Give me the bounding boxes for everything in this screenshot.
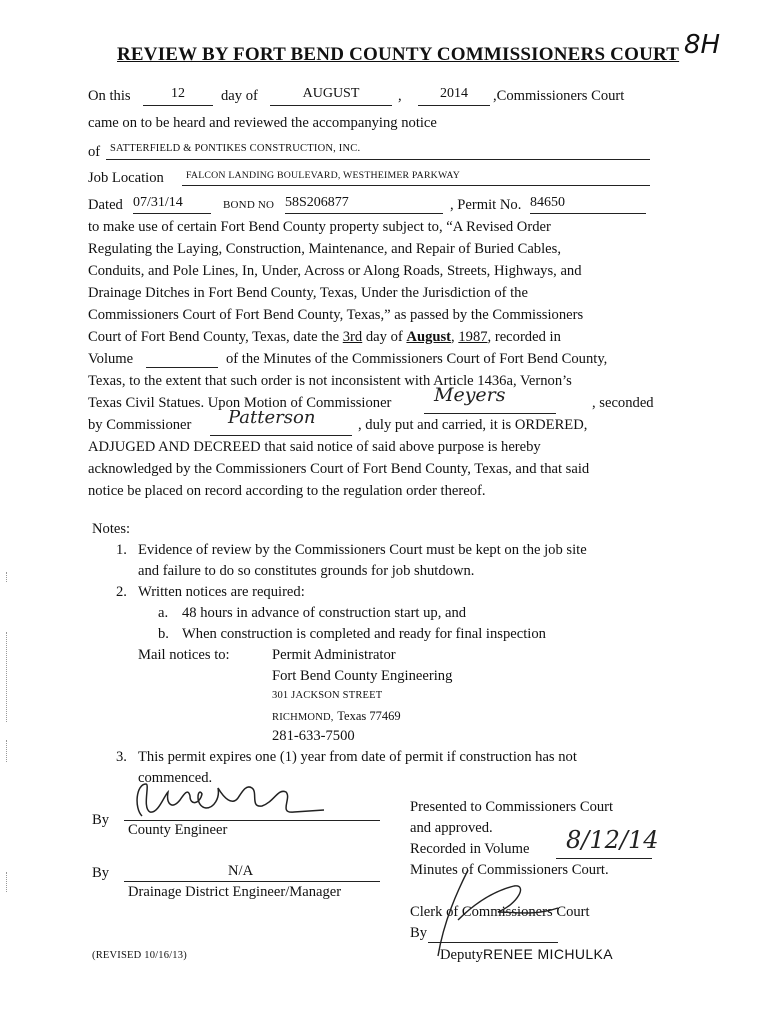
second-text: by Commissioner <box>88 417 192 433</box>
margin-mark <box>6 740 8 762</box>
by-label: By <box>92 865 110 881</box>
note-number: 1. <box>116 542 127 558</box>
revised-date: (REVISED 10/16/13) <box>92 950 187 961</box>
bond-field: 58S206877 <box>285 195 443 214</box>
body-line: acknowledged by the Commissioners Court of Fort Bend County, Texas, and that said <box>88 461 590 477</box>
year-field: 2014 <box>418 86 490 106</box>
order-month: August <box>406 329 452 345</box>
body-line: ADJUGED AND DECREED that said notice of said above purpose is hereby <box>88 439 541 455</box>
note-number: 3. <box>116 749 127 765</box>
permit-field: 84650 <box>530 195 646 214</box>
margin-mark <box>6 872 8 892</box>
deputy-signature <box>418 860 568 960</box>
address-line: 301 JACKSON STREET <box>272 690 383 701</box>
body-line: Conduits, and Pole Lines, In, Under, Across or Along Roads, Streets, Highways, and <box>88 263 582 279</box>
document-title: REVIEW BY FORT BEND COUNTY COMMISSIONERS COURT <box>117 44 680 65</box>
texas-line: Texas, to the extent that such order is not inconsistent with Article 1436a, Vernon’s <box>88 373 572 389</box>
by-label: By <box>410 925 428 941</box>
reviewed-line: came on to be heard and reviewed the accompanying notice <box>88 115 437 131</box>
margin-mark <box>6 632 8 722</box>
not-applicable: N/A <box>228 863 254 879</box>
commissioners-court-label: ,Commissioners Court <box>493 88 625 104</box>
order-comma: , <box>451 329 455 345</box>
presented-text: Presented to Commissioners Court <box>410 799 614 815</box>
recorded-date: 8/12/14 <box>566 826 659 854</box>
note-letter: b. <box>158 626 169 642</box>
permit-label: , Permit No. <box>450 197 522 213</box>
deputy-name: RENEE MICHULKA <box>482 946 614 962</box>
order-day: 3rd <box>342 329 363 345</box>
body-line: notice be placed on record according to the regulation order thereof. <box>88 483 486 499</box>
approved-text: and approved. <box>410 820 493 836</box>
note-1-line-2: and failure to do so constitutes grounds for job shutdown. <box>138 563 475 579</box>
note-2a: 48 hours in advance of construction start up, and <box>182 605 467 621</box>
address-state: Texas 77469 <box>337 709 401 723</box>
corner-handwritten-mark: 8H <box>684 30 721 60</box>
address-line: Permit Administrator <box>272 647 396 663</box>
order-date-text: Court of Fort Bend County, Texas, date the <box>88 329 340 345</box>
bond-label: BOND NO <box>223 199 275 211</box>
note-3-line-1: This permit expires one (1) year from date of permit if construction has not <box>138 749 577 765</box>
body-line: to make use of certain Fort Bend County property subject to, “A Revised Order <box>88 219 551 235</box>
mail-notices-label: Mail notices to: <box>138 647 230 663</box>
clerk-text: Clerk of Commissioners Court <box>410 904 590 920</box>
second-signature: Patterson <box>228 407 316 428</box>
dated-field: 07/31/14 <box>133 195 211 214</box>
company-field: SATTERFIELD & PONTIKES CONSTRUCTION, INC. <box>106 143 650 160</box>
drainage-engineer-label: Drainage District Engineer/Manager <box>128 884 342 900</box>
motion-text: Texas Civil Statues. Upon Motion of Commissioner <box>88 395 392 411</box>
seconded-text: , seconded <box>592 395 654 411</box>
on-this-label: On this <box>88 88 131 104</box>
note-letter: a. <box>158 605 169 621</box>
day-of-label: day of <box>221 88 258 104</box>
order-year: 1987 <box>458 329 488 345</box>
address-city: RICHMOND, <box>272 712 334 723</box>
of-label: of <box>88 144 101 160</box>
note-1-line-1: Evidence of review by the Commissioners Court must be kept on the job site <box>138 542 587 558</box>
order-day-of: day of <box>365 329 403 345</box>
recorded-in-text: , recorded in <box>487 329 561 345</box>
month-field: AUGUST <box>270 86 392 106</box>
comma: , <box>398 88 402 104</box>
motion-signature: Meyers <box>434 384 506 406</box>
volume-label: Volume <box>88 351 134 367</box>
body-line: Regulating the Laying, Construction, Maintenance, and Repair of Buried Cables, <box>88 241 561 257</box>
deputy-text: Deputy <box>440 947 483 963</box>
volume-field <box>146 352 218 368</box>
county-engineer-signature <box>128 778 328 828</box>
order-date-line <box>88 329 561 346</box>
address-line <box>272 708 401 725</box>
address-line: Fort Bend County Engineering <box>272 668 453 684</box>
body-line: Commissioners Court of Fort Bend County, Texas,” as passed by the Commissioners <box>88 307 584 323</box>
day-field: 12 <box>143 86 213 106</box>
body-line: Drainage Ditches in Fort Bend County, Texas, Under the Jurisdiction of the <box>88 285 528 301</box>
note-3-line-2: commenced. <box>138 770 213 786</box>
note-2: Written notices are required: <box>138 584 305 600</box>
minutes-text: of the Minutes of the Commissioners Court of Fort Bend County, <box>226 351 608 367</box>
minutes-of-court-text: Minutes of Commissioners Court. <box>410 862 609 878</box>
note-2b: When construction is completed and ready for final inspection <box>182 626 546 642</box>
notes-heading: Notes: <box>92 521 131 537</box>
job-location-label: Job Location <box>88 170 164 186</box>
ordered-text: , duly put and carried, it is ORDERED, <box>358 417 588 433</box>
deputy-label <box>440 946 613 964</box>
dated-label: Dated <box>88 197 123 213</box>
phone-number: 281-633-7500 <box>272 728 355 744</box>
note-number: 2. <box>116 584 127 600</box>
county-engineer-label: County Engineer <box>128 822 228 838</box>
job-location-field: FALCON LANDING BOULEVARD, WESTHEIMER PARKWAY <box>182 170 650 186</box>
by-label: By <box>92 812 110 828</box>
margin-mark <box>6 572 8 582</box>
recorded-in-volume-text: Recorded in Volume <box>410 841 530 857</box>
